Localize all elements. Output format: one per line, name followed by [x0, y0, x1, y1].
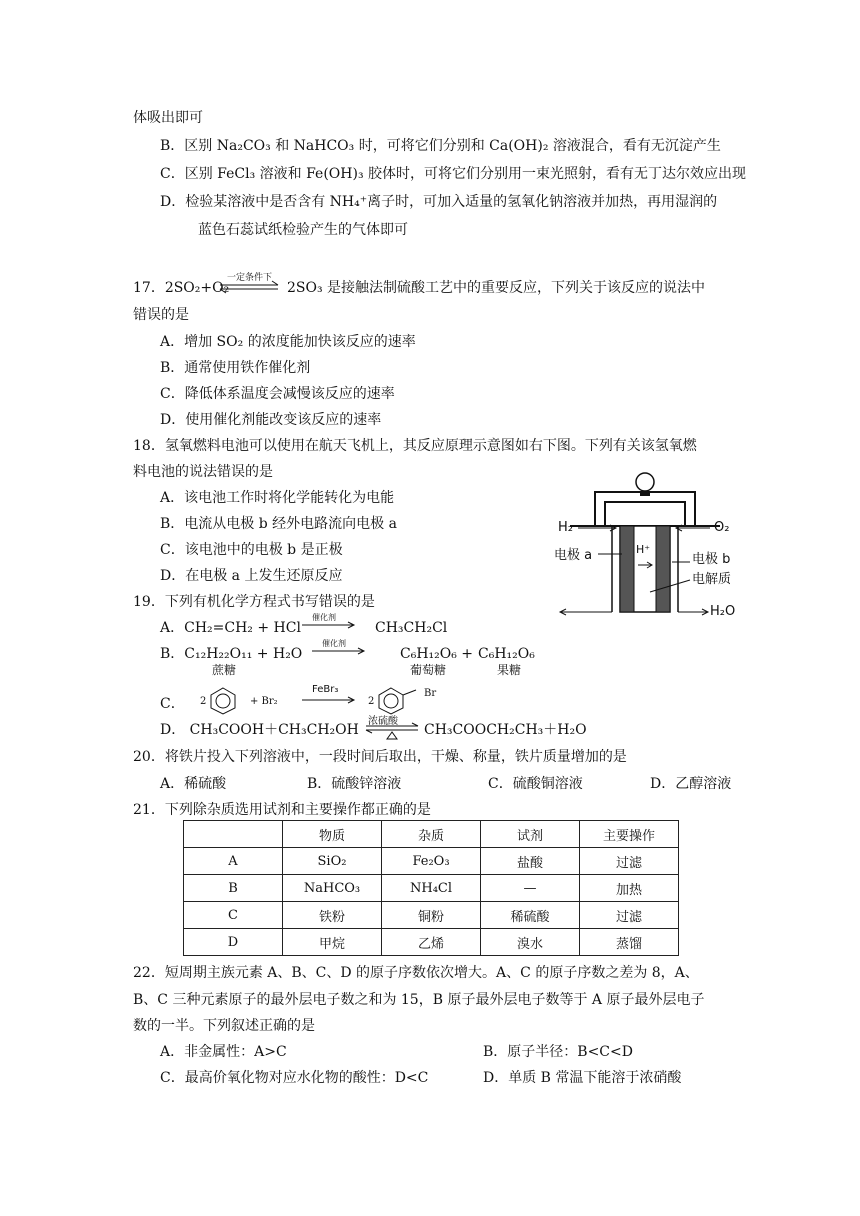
q22-option-d: D．单质 B 常温下能溶于浓硝酸 — [483, 1070, 682, 1086]
q20-option-a: A．稀硫酸 — [160, 776, 227, 792]
q22-line1: 22．短周期主族元素 A、B、C、D 的原子序数依次增大。A、C 的原子序数之差为 8，A、 — [133, 965, 699, 981]
q19-b-glucose: 葡萄糖 — [410, 663, 447, 677]
q20-option-d: D．乙醇溶液 — [650, 776, 732, 792]
label-electrode-b: 电极 b — [692, 552, 731, 567]
q17-option-c: C．降低体系温度会减慢该反应的速率 — [160, 386, 395, 402]
q18-option-b: B．电流从电极 b 经外电路流向电极 a — [160, 516, 397, 532]
table-cell: 加热 — [580, 875, 679, 902]
table-cell: D — [184, 929, 283, 956]
q17-option-a: A．增加 SO₂ 的浓度能加快该反应的速率 — [160, 334, 416, 350]
equilibrium-arrow-icon — [218, 272, 280, 294]
table-cell: Fe₂O₃ — [382, 848, 481, 875]
q18-option-d: D．在电极 a 上发生还原反应 — [160, 568, 343, 584]
q17-option-b: B．通常使用铁作催化剂 — [160, 360, 311, 376]
reaction-arrow-icon — [300, 686, 356, 708]
table-header-cell — [184, 821, 283, 848]
q16-option-c: C．区别 FeCl₃ 溶液和 Fe(OH)₃ 胶体时，可将它们分别用一束光照射，看有无丁达尔效应出现 — [160, 166, 747, 182]
q19-b-product1: C₆H₁₂O₆ + — [400, 646, 474, 662]
q16-continuation: 体吸出即可 — [133, 110, 203, 126]
q20-option-c: C．硫酸铜溶液 — [488, 776, 583, 792]
q21-table — [183, 820, 679, 956]
q18-line2: 料电池的说法错误的是 — [133, 464, 273, 480]
table-cell: NH₄Cl — [382, 875, 481, 902]
q22-option-a: A．非金属性：A>C — [160, 1044, 287, 1060]
q19-b-left: B．C₁₂H₂₂O₁₁ + H₂O — [160, 646, 303, 662]
table-cell: 过滤 — [580, 902, 679, 929]
q19-b-sucrose: 蔗糖 — [212, 663, 237, 677]
q19-c-condition: FeBr₃ — [312, 684, 339, 695]
table-cell: SiO₂ — [283, 848, 382, 875]
q19-d-right: CH₃COOCH₂CH₃＋H₂O — [424, 722, 587, 738]
label-hplus: H⁺ — [636, 543, 651, 556]
q18-option-a: A．该电池工作时将化学能转化为电能 — [160, 490, 395, 506]
q19-c-bromine: + Br₂ — [250, 696, 278, 707]
q16-option-d-line2: 蓝色石蕊试纸检验产生的气体即可 — [198, 222, 408, 238]
table-cell: 甲烷 — [283, 929, 382, 956]
benzene-ring-icon — [208, 686, 238, 716]
table-cell: A — [184, 848, 283, 875]
q19-d-left: D． CH₃COOH＋CH₃CH₂OH — [160, 722, 359, 738]
table-header-row — [184, 821, 679, 848]
reaction-arrow-icon — [300, 612, 356, 634]
table-row — [184, 929, 679, 956]
q22-option-b: B．原子半径：B<C<D — [483, 1044, 633, 1060]
q22-option-c: C．最高价氧化物对应水化物的酸性：D<C — [160, 1070, 429, 1086]
q19-b-condition: 催化剂 — [322, 639, 346, 648]
table-header-cell: 主要操作 — [580, 821, 679, 848]
table-row — [184, 875, 679, 902]
q19-c-br: Br — [424, 688, 437, 699]
q17-line2: 错误的是 — [133, 307, 189, 323]
table-row — [184, 848, 679, 875]
table-row — [184, 902, 679, 929]
q21-title: 21．下列除杂质选用试剂和主要操作都正确的是 — [133, 802, 431, 818]
table-header-cell: 物质 — [283, 821, 382, 848]
table-cell: 盐酸 — [481, 848, 580, 875]
table-cell: 溴水 — [481, 929, 580, 956]
q19-c-coef: 2 — [200, 696, 207, 707]
table-header-cell: 杂质 — [382, 821, 481, 848]
q19-a-right: CH₃CH₂Cl — [375, 620, 448, 636]
q19-a-condition: 催化剂 — [312, 613, 336, 622]
q20-title: 20．将铁片投入下列溶液中，一段时间后取出，干燥、称量，铁片质量增加的是 — [133, 749, 627, 765]
table-cell: 乙烯 — [382, 929, 481, 956]
q17-option-d: D．使用催化剂能改变该反应的速率 — [160, 412, 382, 428]
q19-b-fructose: 果糖 — [497, 663, 522, 677]
q19-b-product2: C₆H₁₂O₆ — [478, 646, 535, 662]
table-cell: 过滤 — [580, 848, 679, 875]
reaction-arrow-icon — [310, 638, 366, 660]
table-header-cell: 试剂 — [481, 821, 580, 848]
table-cell: — — [481, 875, 580, 902]
q16-option-b: B．区别 Na₂CO₃ 和 NaHCO₃ 时，可将它们分别和 Ca(OH)₂ 溶液混合，看有无沉淀产生 — [160, 138, 721, 154]
label-o2: O₂ — [714, 520, 730, 535]
q19-title: 19．下列有机化学方程式书写错误的是 — [133, 594, 375, 610]
q19-c-coef2: 2 — [368, 696, 375, 707]
label-electrolyte: 电解质 — [692, 572, 732, 587]
label-electrode-a: 电极 a — [554, 548, 593, 563]
q16-option-d-line1: D．检验某溶液中是否含有 NH₄⁺离子时，可加入适量的氢氧化钠溶液并加热，再用湿润的 — [160, 194, 718, 210]
label-h2o: H₂O — [710, 604, 736, 619]
table-cell: B — [184, 875, 283, 902]
table-cell: 铁粉 — [283, 902, 382, 929]
fuel-cell-diagram — [550, 462, 750, 624]
q22-line2: B、C 三种元素原子的最外层电子数之和为 15，B 原子最外层电子数等于 A 原子最外层电子 — [133, 992, 705, 1008]
q18-option-c: C．该电池中的电极 b 是正极 — [160, 542, 343, 558]
table-cell: NaHCO₃ — [283, 875, 382, 902]
q17-prefix: 17．2SO₂+O₂ — [133, 280, 230, 296]
q19-d-condition: 浓硫酸 — [368, 716, 398, 727]
q20-option-b: B．硫酸锌溶液 — [307, 776, 402, 792]
table-cell: 铜粉 — [382, 902, 481, 929]
q22-line3: 数的一半。下列叙述正确的是 — [133, 1018, 315, 1034]
q17-condition: 一定条件下 — [227, 273, 273, 283]
q17-suffix: 2SO₃ 是接触法制硫酸工艺中的重要反应，下列关于该反应的说法中 — [287, 280, 706, 296]
table-cell: C — [184, 902, 283, 929]
q19-a-left: A．CH₂=CH₂ + HCl — [160, 620, 301, 636]
table-cell: 稀硫酸 — [481, 902, 580, 929]
label-h2: H₂ — [558, 520, 573, 535]
q18-line1: 18．氢氧燃料电池可以使用在航天飞机上，其反应原理示意图如右下图。下列有关该氢氧燃 — [133, 438, 697, 454]
table-cell: 蒸馏 — [580, 929, 679, 956]
equilibrium-arrow-icon — [364, 712, 420, 740]
q19-c-label: C． — [160, 696, 185, 712]
